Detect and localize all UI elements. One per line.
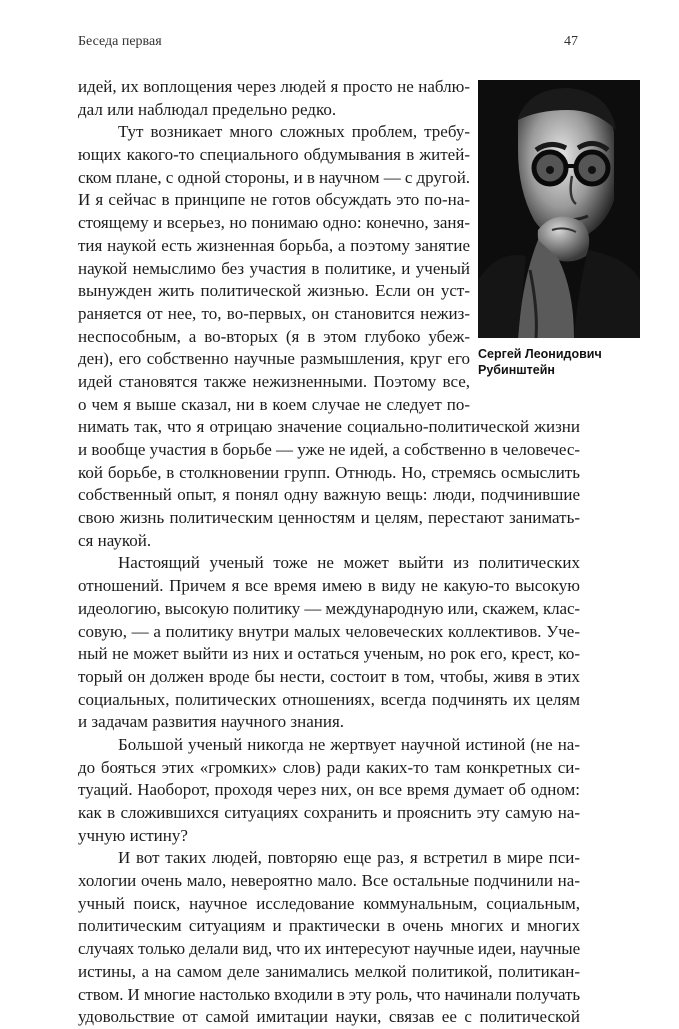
paragraph-start-line: Большой ученый никогда не жертвует научной истиной (не на- [118, 734, 580, 754]
text-line: ся наукой. [78, 530, 152, 550]
text-line: хологии очень мало, невероятно мало. Все остальные подчинили на- [78, 871, 580, 891]
text-line: учную истину? [78, 825, 188, 845]
text-line: неспособным, а во-вторых (я в этом глубоко убеж- [78, 326, 470, 346]
running-header [78, 34, 578, 54]
text-line: и вообще участия в борьбе — уже не идей, а собственно в человечес- [78, 440, 580, 459]
text-line: ный не может выйти из них и остаться ученым, но рок его, крест, ко- [78, 644, 580, 664]
paragraph-start-line: И вот таких людей, повторяю еще раз, я встретил в мире пси- [118, 848, 580, 868]
text-line: И я сейчас в принципе не готов обсуждать это по-на- [78, 190, 470, 210]
text-line: удовольствие от самой имитации науки, связав ее с политической [78, 1007, 580, 1027]
text-line: наукой немыслимо без участия в политике, и ученый [78, 258, 470, 278]
text-line: о чем я выше сказал, ни в коем случае не следует по- [78, 394, 470, 414]
paragraph-start-line: Тут возникает много сложных проблем, требу- [118, 122, 470, 142]
text-line: нимать так, что я отрицаю значение социально-политической жизни [78, 417, 580, 437]
text-line: как в сложившихся ситуациях сохранить и прояснить эту самую на- [78, 803, 580, 822]
text-line: раняется от нее, то, во-первых, он становится нежиз- [78, 303, 470, 323]
caption-line: Сергей Леонидович [478, 347, 602, 361]
text-line: стоящему и всерьез, но понимаю одно: конечно, заня- [78, 213, 470, 233]
text-line: туаций. Наоборот, проходя через них, он все время думает об одном: [78, 780, 580, 800]
text-line: ден), его собственно научные размышления, круг его [78, 349, 470, 369]
section-title: Беседа первая [78, 34, 162, 49]
text-line: идей становятся также нежизненными. Поэтому все, [78, 371, 470, 391]
text-line: торый он должен вроде бы нести, состоит в том, чтобы, живя в этих [78, 666, 580, 686]
text-line: кой борьбе, в столкновении групп. Отнюдь. Но, стремясь осмыслить [78, 462, 580, 482]
text-line: истины, а на самом деле занимались мелкой политикой, политикан- [78, 961, 580, 981]
text-line: учный поиск, научное исследование коммунальным, социальным, [78, 893, 580, 913]
text-line: до бояться этих «громких» слов) ради каких-то там конкретных си- [78, 757, 580, 777]
page-number: 47 [564, 34, 578, 49]
text-line: тия наукой есть жизненная борьба, а поэтому занятие [78, 235, 470, 255]
text-line: ством. И многие настолько входили в эту роль, что начинали получать [78, 984, 580, 1004]
text-line: и задачам развития научного знания. [78, 712, 345, 732]
text-line: идеологию, высокую политику — международную или, скажем, клас- [78, 598, 580, 618]
text-line: собственный опыт, я понял одну важную вещь: люди, подчинившие [78, 485, 580, 505]
text-line: совую, — а политику внутри малых человеческих коллективов. Уче- [78, 621, 580, 641]
text-line: ющих какого-то специального обдумывания в житей- [78, 145, 470, 165]
text-line: вынужден жить политической жизнью. Если он уст- [78, 281, 470, 301]
text-line: политическим ситуациям и практически в очень многих и многих [78, 916, 580, 936]
text-line: отношений. Причем я все время имею в виду не какую-то высокую [78, 576, 580, 596]
caption-line: Рубинштейн [478, 363, 555, 377]
text-line: социальных, политических отношениях, всегда подчинять их целям [78, 689, 580, 709]
body-text [78, 76, 580, 1029]
text-line: свою жизнь политическим ценностям и целям, перестают занимать- [78, 508, 580, 528]
text-line: идей, их воплощения через людей я просто не наблю- [78, 77, 470, 96]
text-line: ском плане, с одной стороны, и в научном — с другой. [78, 167, 470, 187]
text-line: дал или наблюдал предельно редко. [78, 99, 337, 119]
paragraph-start-line: Настоящий ученый тоже не может выйти из политических [118, 553, 580, 573]
text-line: случаях только делали вид, что их интересуют научные идеи, научные [78, 939, 580, 959]
